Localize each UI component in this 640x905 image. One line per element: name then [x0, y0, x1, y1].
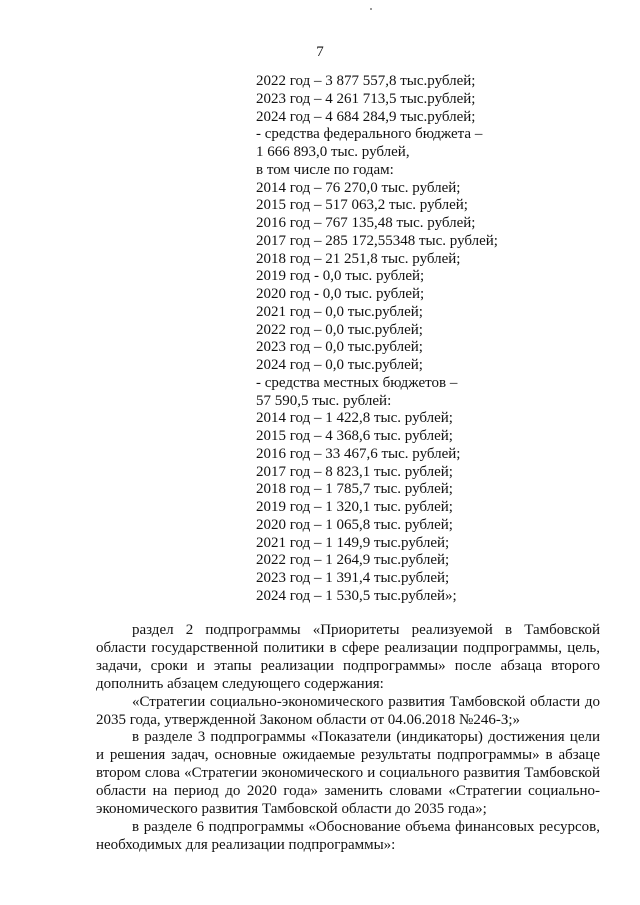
funding-line: 2017 год – 8 823,1 тыс. рублей; — [256, 463, 453, 480]
funding-line: 2018 год – 1 785,7 тыс. рублей; — [256, 481, 453, 498]
funding-line: 2016 год – 767 135,48 тыс. рублей; — [256, 215, 476, 231]
funding-line: 1 666 893,0 тыс. рублей, — [256, 144, 410, 160]
funding-line: 2024 год – 4 684 284,9 тыс.рублей; — [256, 108, 476, 125]
funding-line: 2024 год – 1 530,5 тыс.рублей»; — [256, 587, 457, 604]
funding-line: 2023 год – 1 391,4 тыс.рублей; — [256, 570, 450, 586]
funding-list — [256, 73, 498, 606]
funding-line: 2019 год - 0,0 тыс. рублей; — [256, 268, 425, 285]
funding-line: 2015 год – 4 368,6 тыс. рублей; — [256, 428, 453, 444]
funding-line: 2021 год – 1 149,9 тыс.рублей; — [256, 534, 450, 551]
funding-line: 2017 год – 285 172,55348 тыс. рублей; — [256, 232, 498, 249]
funding-line: 2020 год - 0,0 тыс. рублей; — [256, 286, 425, 302]
paragraph-strategy-quote: «Стратегии социально-экономического развития Тамбовской области до 2035 года, утвержденной Законом области от 04.06.2018 №246-З;» — [96, 693, 600, 728]
funding-line: 2024 год – 0,0 тыс.рублей; — [256, 357, 423, 373]
body-text — [96, 622, 600, 855]
funding-line: 2021 год – 0,0 тыс.рублей; — [256, 303, 423, 320]
funding-line: 2014 год – 1 422,8 тыс. рублей; — [256, 410, 453, 427]
funding-line: 2020 год – 1 065,8 тыс. рублей; — [256, 516, 453, 533]
paragraph-section-2: раздел 2 подпрограммы «Приоритеты реализуемой в Тамбовской области государственной политики в сфере реализации подпрограммы, цель, задачи, сроки и этапы реализации подпрограммы» после абзаца второго дополнить абзацем следующего содержания: — [96, 622, 600, 692]
funding-line: 2018 год – 21 251,8 тыс. рублей; — [256, 250, 461, 267]
paragraph-section-6: в разделе 6 подпрограммы «Обоснование объема финансовых ресурсов, необходимых для реализации подпрограммы»: — [96, 818, 600, 853]
scan-mark — [370, 8, 372, 10]
page-number: 7 — [316, 44, 324, 60]
funding-line: 2014 год – 76 270,0 тыс. рублей; — [256, 179, 461, 196]
paragraph-section-3: в разделе 3 подпрограммы «Показатели (индикаторы) достижения цели и решения задач, основные ожидаемые результаты подпрограммы» в абзаце втором слова «Стратегии экономического и социального развития Тамбовской области на период до 2020 года» заменить словами «Стратегии социально-экономического развития Тамбовской области до 2035 года»; — [96, 729, 600, 818]
funding-line: 2016 год – 33 467,6 тыс. рублей; — [256, 445, 461, 462]
funding-line: - средства местных бюджетов – — [256, 374, 458, 391]
funding-line: в том числе по годам: — [256, 161, 394, 178]
funding-line: 2015 год – 517 063,2 тыс. рублей; — [256, 197, 468, 214]
funding-line: - средства федерального бюджета – — [256, 126, 483, 143]
funding-line: 2022 год – 1 264,9 тыс.рублей; — [256, 552, 450, 569]
funding-line: 2023 год – 4 261 713,5 тыс.рублей; — [256, 90, 476, 107]
funding-line: 2019 год – 1 320,1 тыс. рублей; — [256, 499, 453, 515]
funding-line: 57 590,5 тыс. рублей: — [256, 392, 392, 409]
funding-line: 2023 год – 0,0 тыс.рублей; — [256, 339, 423, 356]
funding-line: 2022 год – 0,0 тыс.рублей; — [256, 321, 423, 338]
funding-line: 2022 год – 3 877 557,8 тыс.рублей; — [256, 73, 476, 89]
